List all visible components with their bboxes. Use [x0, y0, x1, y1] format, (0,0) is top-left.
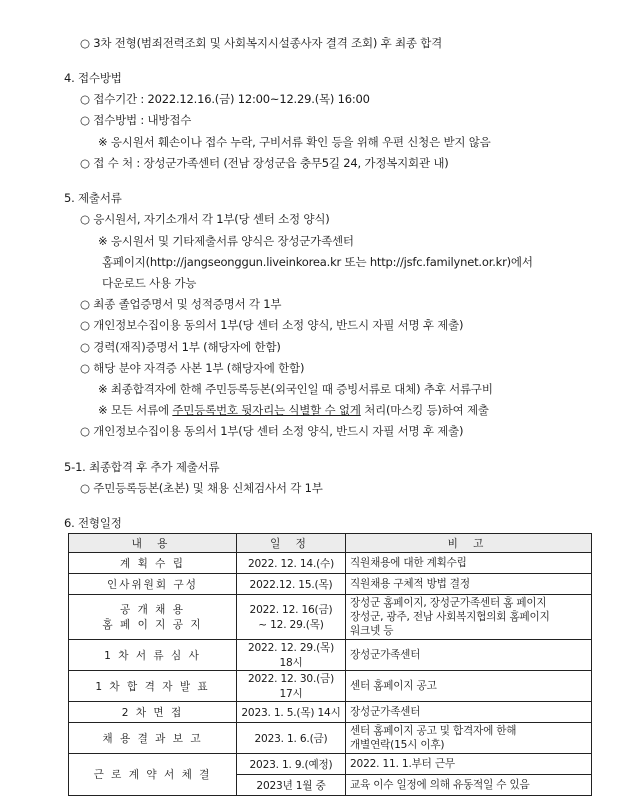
- doc-application-form: ○ 응시원서, 자기소개서 각 1부(당 센터 소정 양식): [80, 212, 330, 226]
- doc-transcript: ○ 최종 졸업증명서 및 성적증명서 각 1부: [80, 297, 282, 311]
- table-header-row: [69, 534, 592, 553]
- row-name: 인사위원회 구성: [69, 574, 237, 595]
- doc-privacy-consent: ○ 개인정보수집이용 동의서 1부(당 센터 소정 양식, 반드시 자필 서명 후 제출): [80, 318, 464, 332]
- header-remarks: 비 고: [346, 534, 592, 553]
- mail-notice: ※ 응시원서 훼손이나 접수 누락, 구비서류 확인 등을 위해 우편 신청은 받지 않음: [98, 135, 491, 149]
- row-date: 2022. 12. 29.(목) 18시: [237, 640, 346, 671]
- row-date: 2023. 1. 5.(목) 14시: [237, 702, 346, 723]
- masking-prefix: ※ 모든 서류에: [98, 403, 173, 417]
- table-row: [69, 595, 592, 640]
- doc-career: ○ 경력(재직)증명서 1부 (해당자에 한함): [80, 340, 281, 354]
- row-date: 2023년 1월 중: [237, 775, 346, 796]
- row-name: 2 차 면 접: [69, 702, 237, 723]
- row-note: 센터 홈페이지 공고: [346, 671, 592, 702]
- form-download: 다운로드 사용 가능: [102, 276, 197, 290]
- row-name: 공 개 채 용 홈 페 이 지 공 지: [69, 595, 237, 640]
- additional-docs: ○ 주민등록등본(초본) 및 채용 신체검사서 각 1부: [80, 481, 323, 495]
- table-row: [69, 574, 592, 595]
- schedule-table: [68, 533, 592, 796]
- doc-privacy-consent-2: ○ 개인정보수집이용 동의서 1부(당 센터 소정 양식, 반드시 자필 서명 후 제출): [80, 424, 464, 438]
- row-note: 센터 홈페이지 공고 및 합격자에 한해 개별연락(15시 이후): [346, 723, 592, 754]
- row-date: 2022.12. 15.(목): [237, 574, 346, 595]
- table-row: [69, 723, 592, 754]
- row-name: 1 차 서 류 심 사: [69, 640, 237, 671]
- form-homepage: 홈페이지(http://jangseonggun.liveinkorea.kr 또는 http://jsfc.familynet.or.kr)에서: [102, 255, 533, 269]
- application-place: ○ 접 수 처 : 장성군가족센터 (전남 장성군읍 충무5길 24, 가정복지회관 내): [80, 156, 449, 170]
- doc-license: ○ 해당 분야 자격증 사본 1부 (해당자에 한함): [80, 361, 305, 375]
- resident-register-notice: ※ 최종합격자에 한해 주민등록등본(외국인일 때 증빙서류로 대체) 추후 서류구비: [98, 382, 493, 396]
- stage3-item: ○ 3차 전형(범죄전력조회 및 사회복지시설종사자 결격 조회) 후 최종 합격: [80, 36, 443, 50]
- header-schedule: 일 정: [237, 534, 346, 553]
- row-note: 장성군가족센터: [346, 702, 592, 723]
- form-notice: ※ 응시원서 및 기타제출서류 양식은 장성군가족센터: [98, 234, 354, 248]
- row-name: 근 로 계 약 서 체 결: [69, 754, 237, 796]
- row-name: 채 용 결 과 보 고: [69, 723, 237, 754]
- row-date: 2023. 1. 6.(금): [237, 723, 346, 754]
- table-row: [69, 754, 592, 775]
- row-date: 2023. 1. 9.(예정): [237, 754, 346, 775]
- table-row: [69, 702, 592, 723]
- row-name: 1 차 합 격 자 발 표: [69, 671, 237, 702]
- application-period: ○ 접수기간 : 2022.12.16.(금) 12:00~12.29.(목) 16:00: [80, 92, 370, 106]
- application-method: ○ 접수방법 : 내방접수: [80, 113, 192, 127]
- masking-underlined: 주민등록번호 뒷자리는 식별할 수 없게: [172, 403, 361, 417]
- section-5-1-title: 5-1. 최종합격 후 추가 제출서류: [64, 460, 220, 474]
- row-date: 2022. 12. 16(금) ~ 12. 29.(목): [237, 595, 346, 640]
- row-note: 2022. 11. 1.부터 근무: [346, 754, 592, 775]
- row-note: 직원채용에 대한 계획수립: [346, 553, 592, 574]
- row-note: 장성군가족센터: [346, 640, 592, 671]
- row-note: 장성군 홈페이지, 장성군가족센터 홈 페이지 장성군, 광주, 전남 사회복지협의회 홈페이지 워크넷 등: [346, 595, 592, 640]
- masking-notice: [98, 402, 489, 418]
- table-row: [69, 553, 592, 574]
- row-date: 2022. 12. 14.(수): [237, 553, 346, 574]
- table-row: [69, 640, 592, 671]
- masking-suffix: 처리(마스킹 등)하여 제출: [360, 403, 489, 417]
- section-6-title: 6. 전형일정: [64, 516, 122, 530]
- row-note: 교육 이수 일정에 의해 유동적일 수 있음: [346, 775, 592, 796]
- row-date: 2022. 12. 30.(금) 17시: [237, 671, 346, 702]
- row-name: 계 획 수 립: [69, 553, 237, 574]
- row-note: 직원채용 구체적 방법 결정: [346, 574, 592, 595]
- section-5-title: 5. 제출서류: [64, 191, 122, 205]
- section-4-title: 4. 접수방법: [64, 71, 122, 85]
- table-row: [69, 671, 592, 702]
- header-content: 내 용: [69, 534, 237, 553]
